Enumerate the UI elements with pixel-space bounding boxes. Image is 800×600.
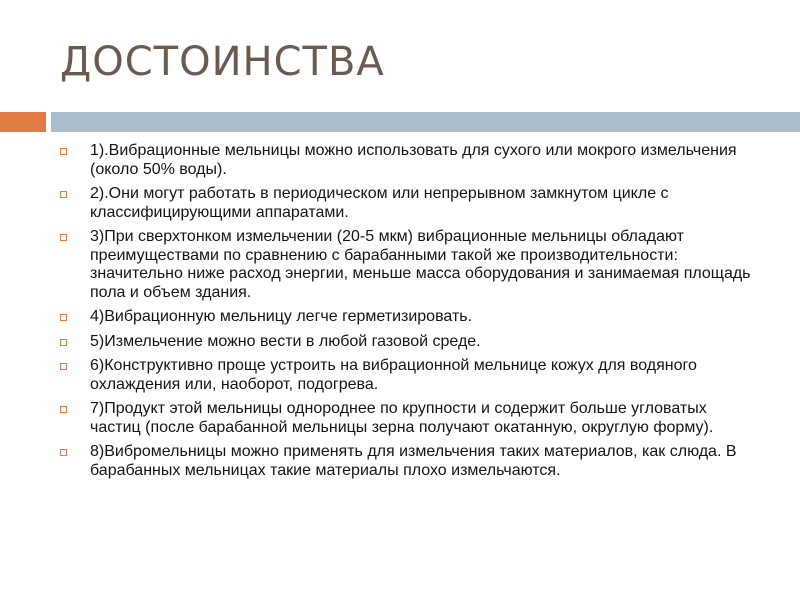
slide-title: ДОСТОИНСТВА [60, 39, 385, 85]
slide-content [58, 142, 758, 486]
square-bullet-icon [60, 314, 67, 321]
list-item-text: 5)Измельчение можно вести в любой газовой среде. [90, 332, 481, 350]
list-item [58, 142, 758, 179]
list-item-text: 4)Вибрационную мельницу легче герметизировать. [90, 308, 473, 325]
square-bullet-icon [60, 191, 67, 198]
square-bullet-icon [60, 234, 67, 241]
square-bullet-icon [60, 449, 67, 456]
list-item [58, 357, 758, 394]
list-item [58, 333, 758, 352]
square-bullet-icon [60, 148, 67, 155]
list-item-text: 7)Продукт этой мельницы однороднее по крупности и содержит больше угловатых частиц (после барабанной мельницы зерна получают окатанную, округлую форму). [90, 400, 714, 436]
list-item-text: 1).Вибрационные мельницы можно использовать для сухого или мокрого измельчения (около 50% воды). [90, 142, 737, 178]
list-item-text: 8)Вибромельницы можно применять для измельчения таких материалов, как слюда. В барабанных мельницах такие материалы плохо измельчаются. [90, 443, 737, 479]
square-bullet-icon [60, 339, 67, 346]
title-accent-bar [0, 112, 46, 132]
list-item [58, 228, 758, 302]
list-item-text: 2).Они могут работать в периодическом или непрерывном замкнутом цикле с классифицирующими аппаратами. [90, 185, 669, 221]
list-item [58, 185, 758, 222]
list-item-text: 3)При сверхтонком измельчении (20-5 мкм) вибрационные мельницы обладают преимуществами по сравнению с барабанными такой же производительности: значительно ниже расход энергии, меньше масса оборудования и занимаемая площадь пола и объем здания. [90, 228, 751, 301]
square-bullet-icon [60, 363, 67, 370]
title-divider-bar [51, 112, 800, 132]
list-item [58, 308, 758, 327]
list-item [58, 443, 758, 480]
list-item-text: 6)Конструктивно проще устроить на вибрационной мельнице кожух для водяного охлаждения или, наоборот, подогрева. [90, 357, 697, 393]
bullet-list [58, 142, 758, 480]
square-bullet-icon [60, 406, 67, 413]
list-item [58, 400, 758, 437]
